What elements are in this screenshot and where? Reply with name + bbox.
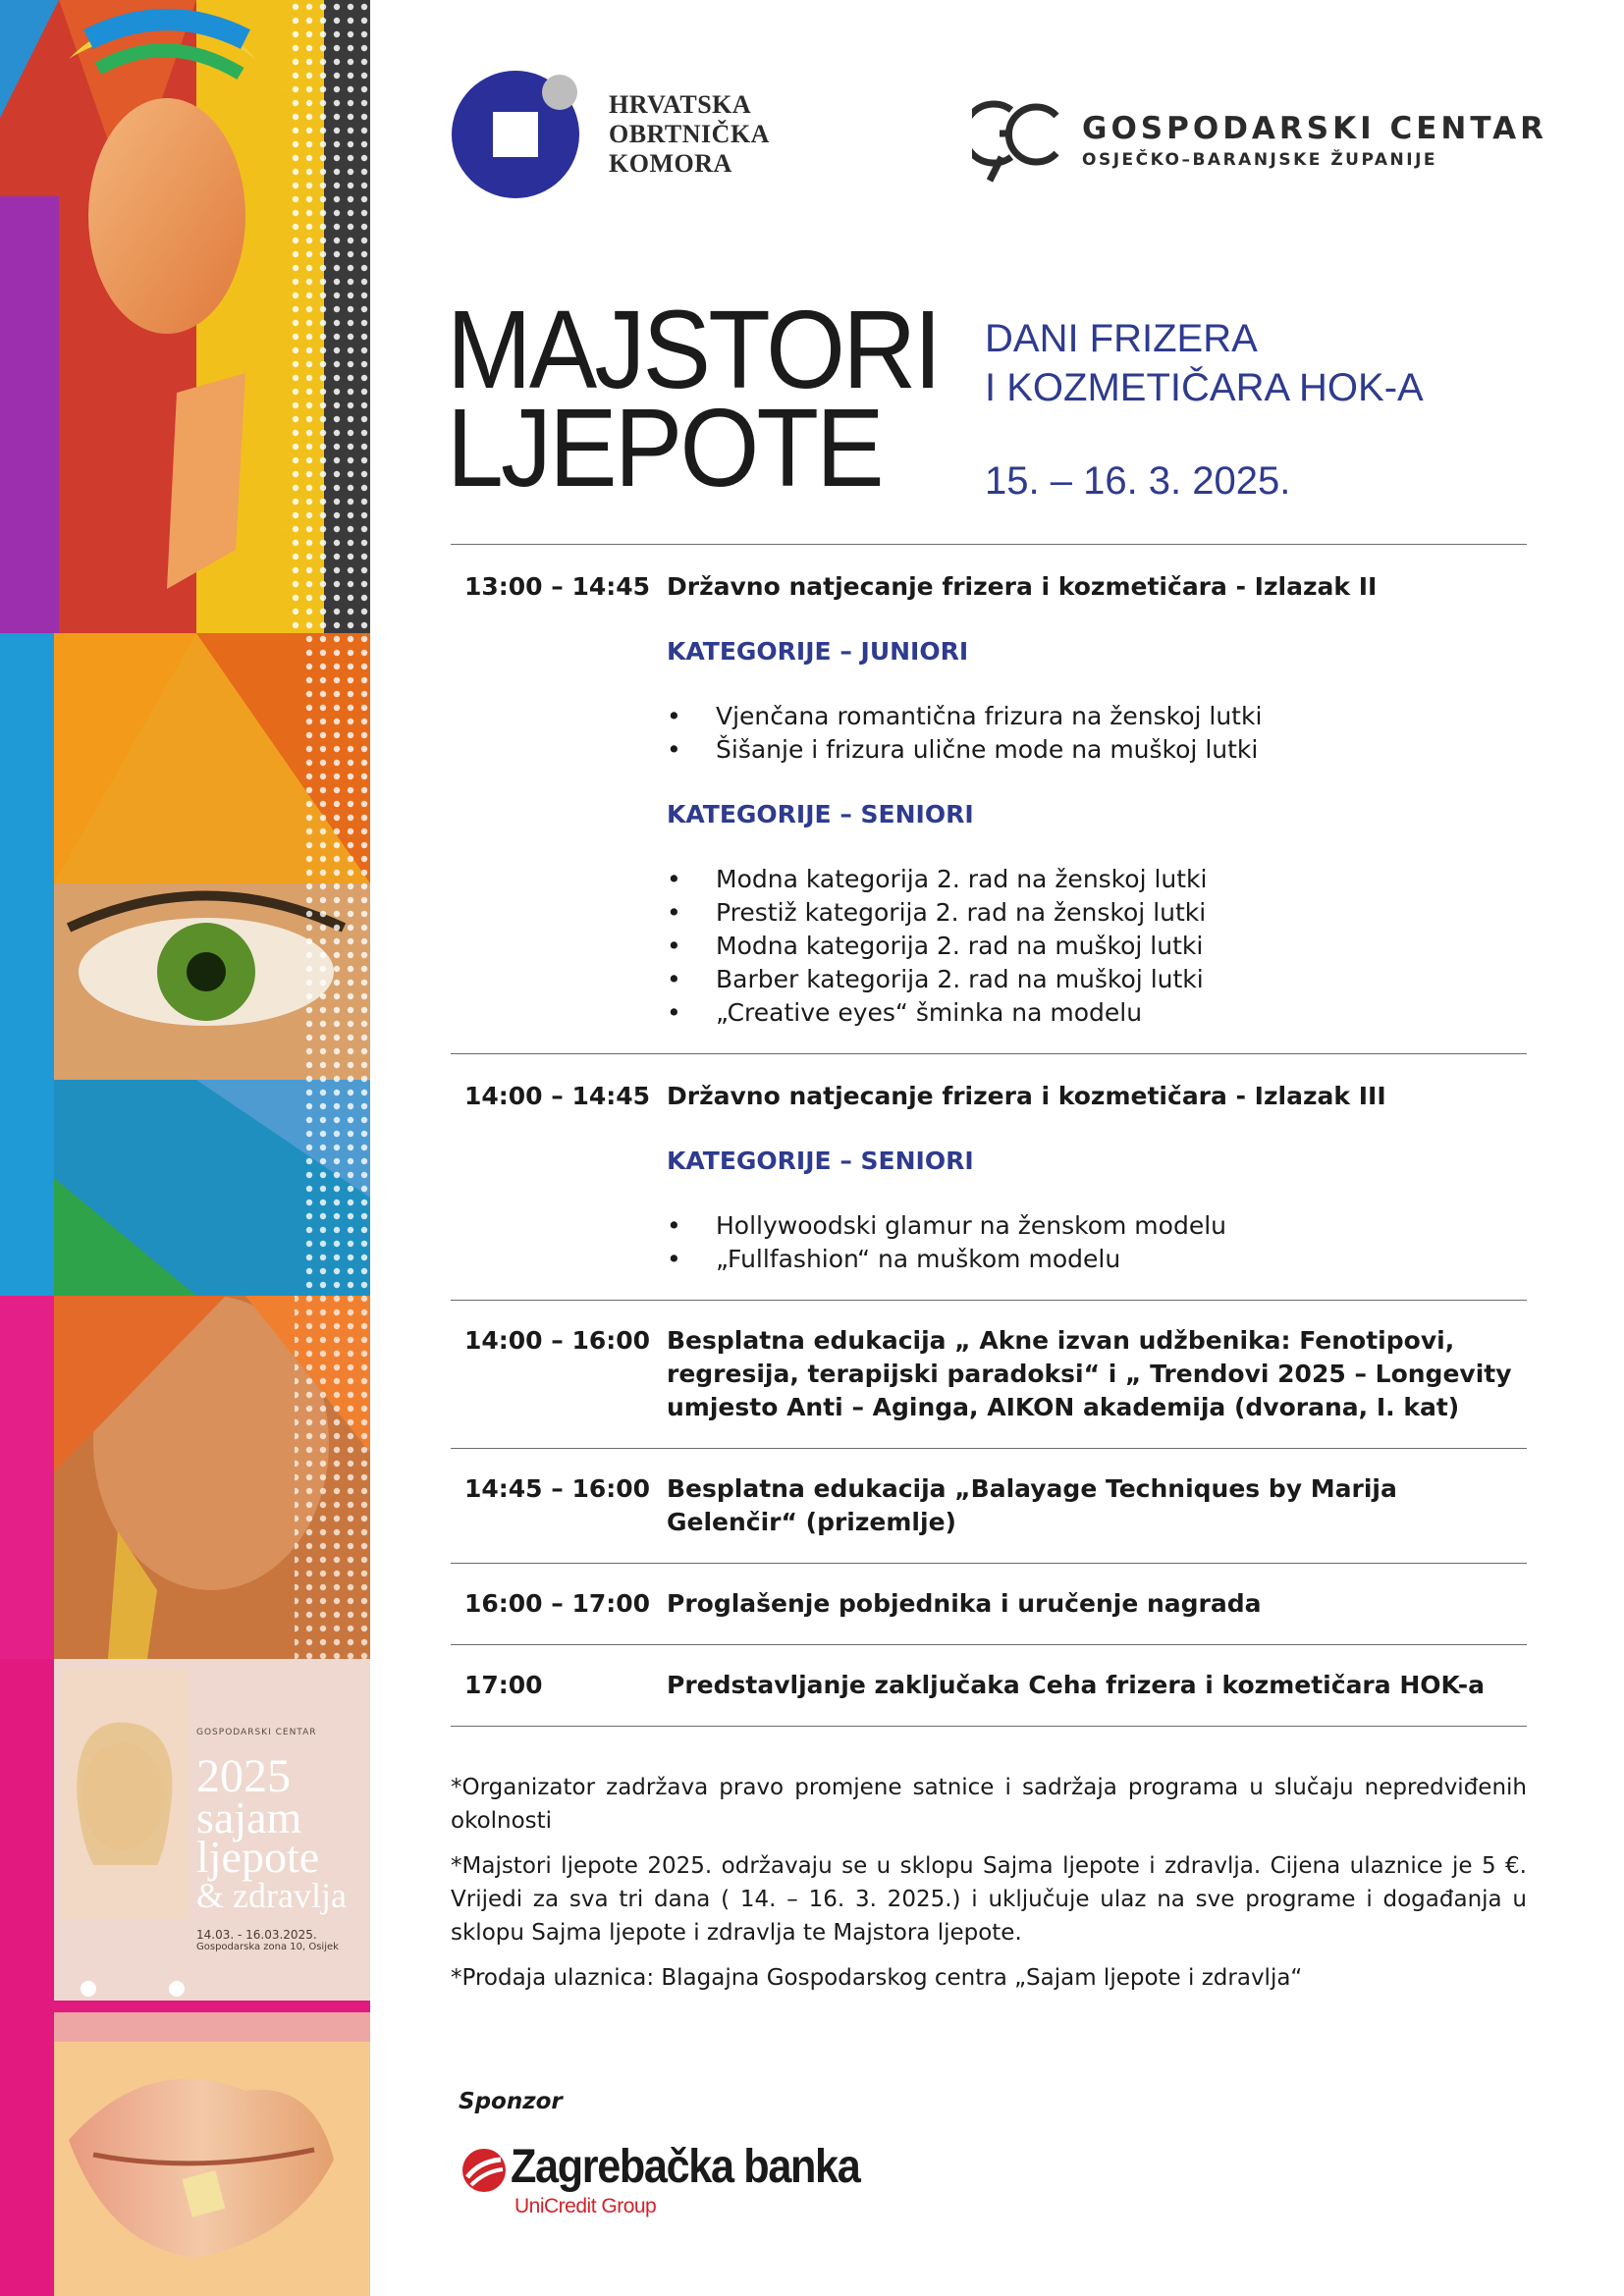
- subtitle-line-2: I KOZMETIČARA HOK-A: [985, 366, 1424, 409]
- poster-gc-label: GOSPODARSKI CENTAR: [196, 1728, 317, 1737]
- schedule-title: Državno natjecanje frizera i kozmetičara - Izlazak III: [667, 1082, 1386, 1110]
- main-title: [447, 288, 940, 509]
- sponsor-logo: [461, 2140, 898, 2217]
- list-item: • „Fullfashion“ na muškom modelu: [667, 1243, 1527, 1276]
- notes: [451, 1771, 1527, 2006]
- title-line-1: MAJSTORI: [447, 288, 940, 411]
- list-item: • Vjenčana romantična frizura na ženskoj lutki: [667, 700, 1527, 733]
- divider: [451, 1726, 1527, 1727]
- hok-name-line-2: OBRTNIČKA: [609, 120, 770, 148]
- hok-emblem-icon: [452, 71, 579, 198]
- list-item: • Modna kategorija 2. rad na muškoj lutki: [667, 930, 1527, 963]
- poster-dates: 14.03. - 16.03.2025.: [196, 1928, 317, 1942]
- schedule-time: 17:00: [464, 1671, 543, 1699]
- subtitle-line-1: DANI FRIZERA: [985, 317, 1258, 360]
- hok-logo: [452, 71, 770, 198]
- schedule-item: [451, 545, 1527, 1053]
- schedule-item: [451, 1449, 1527, 1563]
- poster-line3: & zdravlja: [196, 1876, 347, 1915]
- schedule-time: 14:00 – 16:00: [464, 1326, 651, 1355]
- sponsor-name: Zagrebačka banka: [511, 2141, 860, 2193]
- poster-line1: sajam: [196, 1792, 302, 1842]
- gc-logo: [972, 96, 1547, 185]
- list-item: • Modna kategorija 2. rad na ženskoj lutki: [667, 863, 1527, 896]
- list-item: • Prestiž kategorija 2. rad na ženskoj lutki: [667, 896, 1527, 930]
- schedule-item: [451, 1645, 1527, 1726]
- event-date: 15. – 16. 3. 2025.: [985, 459, 1291, 503]
- poster-line2: ljepote: [196, 1832, 320, 1882]
- schedule-item: [451, 1564, 1527, 1644]
- gc-subname: OSJEČKO–BARANJSKE ŽUPANIJE: [1082, 150, 1438, 170]
- category-heading: KATEGORIJE – SENIORI: [667, 800, 974, 828]
- schedule: [451, 544, 1527, 1727]
- list-item: • Barber kategorija 2. rad na muškoj lutki: [667, 963, 1527, 996]
- schedule-time: 14:00 – 14:45: [464, 1082, 651, 1110]
- unicredit-emblem-icon: [461, 2148, 507, 2193]
- hok-name: [609, 90, 770, 179]
- category-list: [667, 863, 1527, 1030]
- schedule-title: Predstavljanje zaključaka Ceha frizera i kozmetičara HOK-a: [667, 1671, 1485, 1699]
- poster-year: 2025: [196, 1750, 291, 1802]
- hok-name-line-3: KOMORA: [609, 149, 732, 178]
- schedule-time: 13:00 – 14:45: [464, 572, 651, 601]
- list-item: • „Creative eyes“ šminka na modelu: [667, 996, 1527, 1030]
- list-item: • Šišanje i frizura ulične mode na muškoj lutki: [667, 733, 1527, 767]
- category-list: [667, 700, 1527, 767]
- sponsor-group: UniCredit Group: [514, 2195, 657, 2217]
- gc-monogram-icon: [972, 96, 1062, 185]
- decorative-art-column: [0, 0, 370, 2296]
- schedule-title: Državno natjecanje frizera i kozmetičara - Izlazak II: [667, 572, 1378, 601]
- schedule-time: 14:45 – 16:00: [464, 1474, 651, 1503]
- hok-name-line-1: HRVATSKA: [609, 90, 752, 119]
- schedule-title: Proglašenje pobjednika i uručenje nagrada: [667, 1589, 1262, 1618]
- list-item: • Hollywoodski glamur na ženskom modelu: [667, 1209, 1527, 1243]
- schedule-title: Besplatna edukacija „ Akne izvan udžbenika: Fenotipovi, regresija, terapijski paradoksi“ i „ Trendovi 2025 – Longevity umjesto Anti – Aginga, AIKON akademija (dvorana, I. kat): [667, 1326, 1512, 1421]
- schedule-time: 16:00 – 17:00: [464, 1589, 651, 1618]
- category-heading: KATEGORIJE – JUNIORI: [667, 637, 969, 666]
- category-heading: KATEGORIJE – SENIORI: [667, 1147, 974, 1175]
- poster-place: Gospodarska zona 10, Osijek: [196, 1942, 339, 1952]
- note-paragraph: *Prodaja ulaznica: Blagajna Gospodarskog centra „Sajam ljepote i zdravlja“: [451, 1965, 1303, 1991]
- gc-name: GOSPODARSKI CENTAR: [1082, 111, 1547, 146]
- note-paragraph: *Organizator zadržava pravo promjene satnice i sadržaja programa u slučaju nepredviđenih okolnosti: [451, 1775, 1527, 1834]
- sponsor-label: Sponzor: [459, 2089, 563, 2114]
- poster-thumbnail: [196, 1669, 363, 1952]
- subtitle: [985, 314, 1424, 412]
- category-list: [667, 1209, 1527, 1276]
- schedule-item: [451, 1301, 1527, 1448]
- schedule-title: Besplatna edukacija „Balayage Techniques by Marija Gelenčir“ (prizemlje): [667, 1474, 1397, 1536]
- schedule-item: [451, 1054, 1527, 1300]
- title-line-2: LJEPOTE: [447, 386, 882, 509]
- note-paragraph: *Majstori ljepote 2025. održavaju se u sklopu Sajma ljepote i zdravlja. Cijena ulaznice je 5 €. Vrijedi za sva tri dana ( 14. – 16. 3. 2025.) i uključuje ulaz na sve programe i događanja u sklopu Sajma ljepote i zdravlja te Majstora ljepote.: [451, 1853, 1527, 1946]
